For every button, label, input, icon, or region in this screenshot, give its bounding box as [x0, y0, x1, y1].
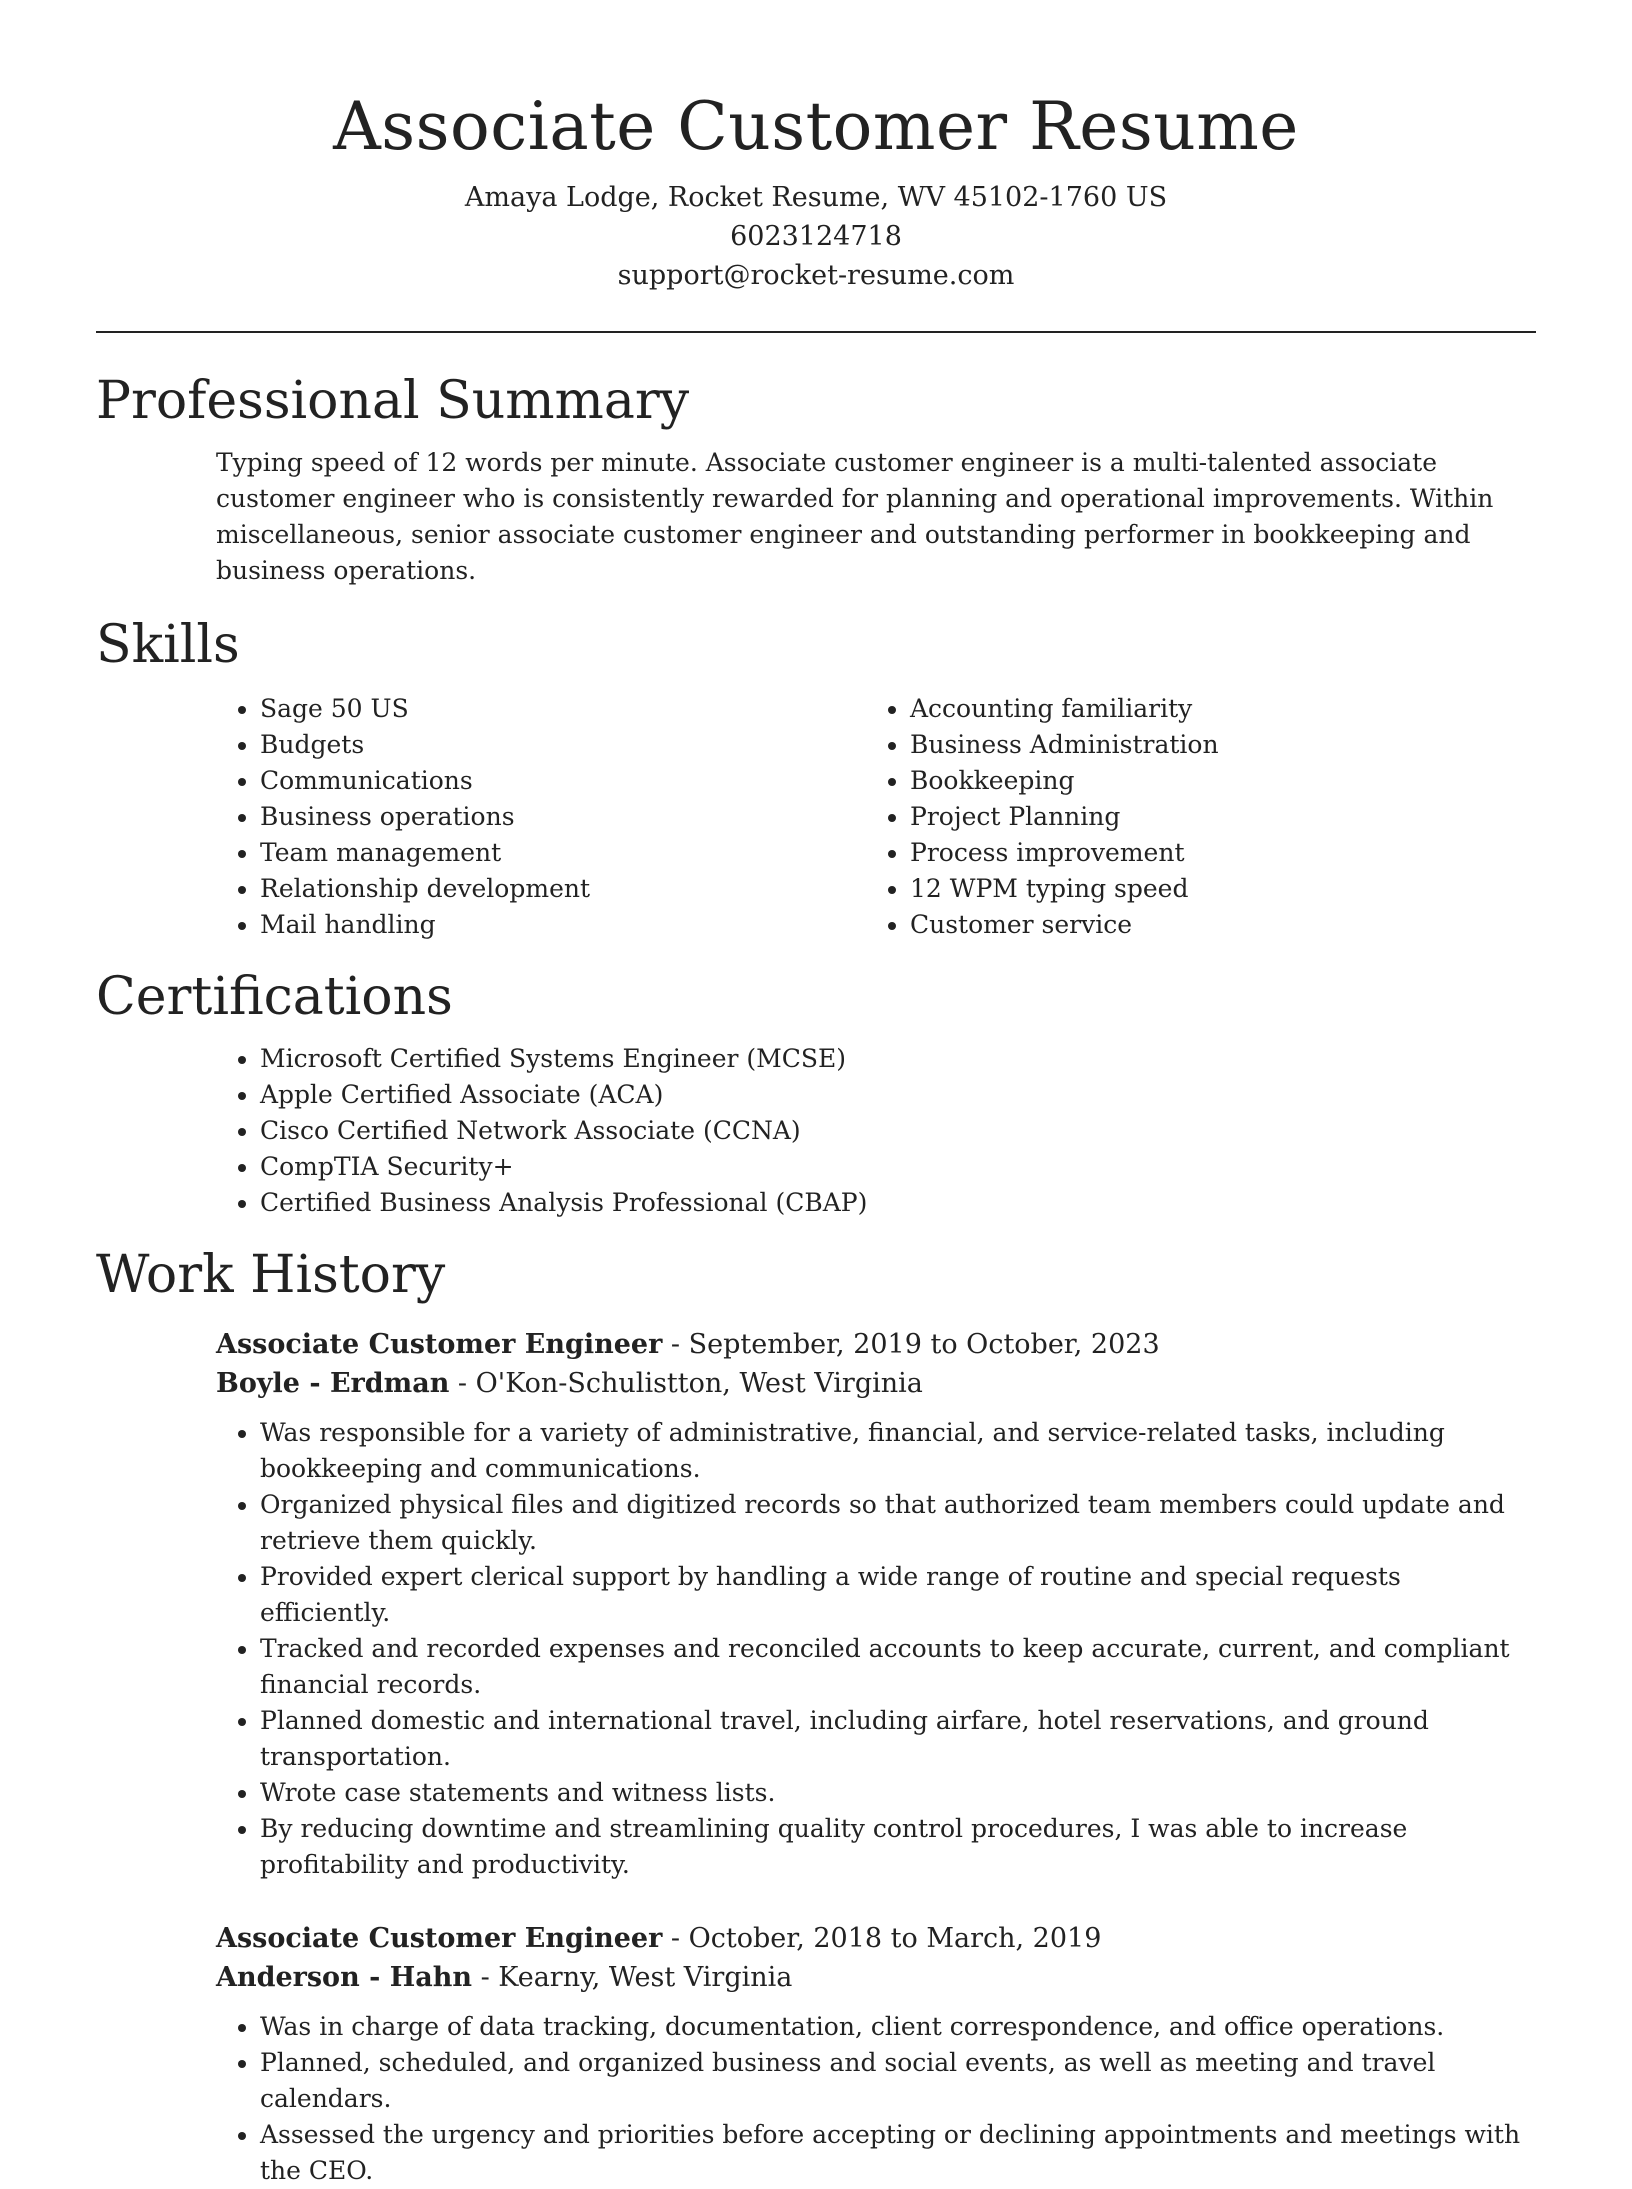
job-bullet: • Planned domestic and international travel, including airfare, hotel reservations, and ground transportation. [260, 1703, 1536, 1775]
job-entry [216, 1325, 1536, 1883]
job-bullet: • Was in charge of data tracking, documentation, client correspondence, and office operations. [260, 2009, 1536, 2045]
job-bullet: • Planned, scheduled, and organized business and social events, as well as meeting and travel calendars. [260, 2045, 1536, 2117]
job-location: Kearny, West Virginia [498, 1962, 793, 1993]
skill-item: • Business Administration [910, 727, 1516, 763]
header-divider [96, 331, 1536, 333]
skill-item: • Communications [260, 763, 866, 799]
skill-item: • Accounting familiarity [910, 691, 1516, 727]
skills-list-left [216, 691, 866, 943]
job-bullet: • Wrote case statements and witness lists. [260, 1775, 1536, 1811]
job-bullet: • Tracked and recorded expenses and reconciled accounts to keep accurate, current, and compliant financial records. [260, 1631, 1536, 1703]
skills-column-left [216, 691, 866, 943]
job-dates: October, 2018 to March, 2019 [688, 1923, 1102, 1954]
job-company: Boyle - Erdman [216, 1368, 450, 1399]
job-entry [216, 1919, 1536, 2189]
email: support@rocket-resume.com [617, 260, 1015, 291]
job-bullets [216, 2009, 1536, 2189]
certification-item: • CompTIA Security+ [260, 1149, 1536, 1185]
job-bullets [216, 1415, 1536, 1883]
job-dates: September, 2019 to October, 2023 [688, 1329, 1160, 1360]
skill-item: • Mail handling [260, 907, 866, 943]
skill-item: • Business operations [260, 799, 866, 835]
skill-item: • Project Planning [910, 799, 1516, 835]
job-title: Associate Customer Engineer [216, 1923, 663, 1954]
job-bullet: • By reducing downtime and streamlining quality control procedures, I was able to increase profitability and productivity. [260, 1811, 1536, 1883]
certifications-list [216, 1041, 1536, 1221]
certification-item: • Cisco Certified Network Associate (CCNA) [260, 1113, 1536, 1149]
certifications-list-wrap [216, 1041, 1536, 1221]
job-title-line: Associate Customer Engineer - September, 2019 to October, 2023 [216, 1329, 1160, 1360]
skill-item: • Team management [260, 835, 866, 871]
certification-item: • Certified Business Analysis Professional (CBAP) [260, 1185, 1536, 1221]
resume-header [96, 0, 1536, 295]
resume-title: Associate Customer Resume [333, 88, 1299, 165]
certification-item: • Microsoft Certified Systems Engineer (MCSE) [260, 1041, 1536, 1077]
skill-item: • Budgets [260, 727, 866, 763]
job-bullet: • Provided expert clerical support by handling a wide range of routine and special requests efficiently. [260, 1559, 1536, 1631]
summary-text: Typing speed of 12 words per minute. Associate customer engineer is a multi-talented associate customer engineer who is consistently rewarded for planning and operational improvements. Within miscellaneous, senior associate customer engineer and outstanding performer in bookkeeping and business operations. [216, 448, 1494, 585]
phone: 6023124718 [730, 221, 902, 252]
job-title-line: Associate Customer Engineer - October, 2018 to March, 2019 [216, 1923, 1102, 1954]
skill-item: • Relationship development [260, 871, 866, 907]
certifications-section [96, 965, 1536, 1221]
job-title: Associate Customer Engineer [216, 1329, 663, 1360]
professional-summary-section [96, 369, 1536, 589]
job-company: Anderson - Hahn [216, 1962, 472, 1993]
section-title-work: Work History [96, 1245, 446, 1305]
section-title-certifications: Certifications [96, 967, 453, 1027]
skill-item: • Sage 50 US [260, 691, 866, 727]
skills-column-right [866, 691, 1516, 943]
job-bullet: • Was responsible for a variety of administrative, financial, and service-related tasks, including bookkeeping and communications. [260, 1415, 1536, 1487]
job-company-line: Boyle - Erdman - O'Kon-Schulistton, West Virginia [216, 1368, 923, 1399]
job-bullet: • Organized physical files and digitized records so that authorized team members could update and retrieve them quickly. [260, 1487, 1536, 1559]
section-title-skills: Skills [96, 615, 240, 675]
skills-list-right [866, 691, 1516, 943]
certification-item: • Apple Certified Associate (ACA) [260, 1077, 1536, 1113]
contact-info [96, 178, 1536, 295]
job-bullet: • Assessed the urgency and priorities before accepting or declining appointments and meetings with the CEO. [260, 2117, 1536, 2189]
work-history-section [96, 1243, 1536, 2189]
skills-grid [216, 691, 1536, 943]
skill-item: • Customer service [910, 907, 1516, 943]
address: Amaya Lodge, Rocket Resume, WV 45102-1760 US [464, 182, 1168, 213]
skill-item: • 12 WPM typing speed [910, 871, 1516, 907]
skill-item: • Process improvement [910, 835, 1516, 871]
section-title-summary: Professional Summary [96, 371, 690, 431]
skill-item: • Bookkeeping [910, 763, 1516, 799]
job-location: O'Kon-Schulistton, West Virginia [475, 1368, 923, 1399]
skills-section [96, 613, 1536, 943]
job-company-line: Anderson - Hahn - Kearny, West Virginia [216, 1962, 793, 1993]
